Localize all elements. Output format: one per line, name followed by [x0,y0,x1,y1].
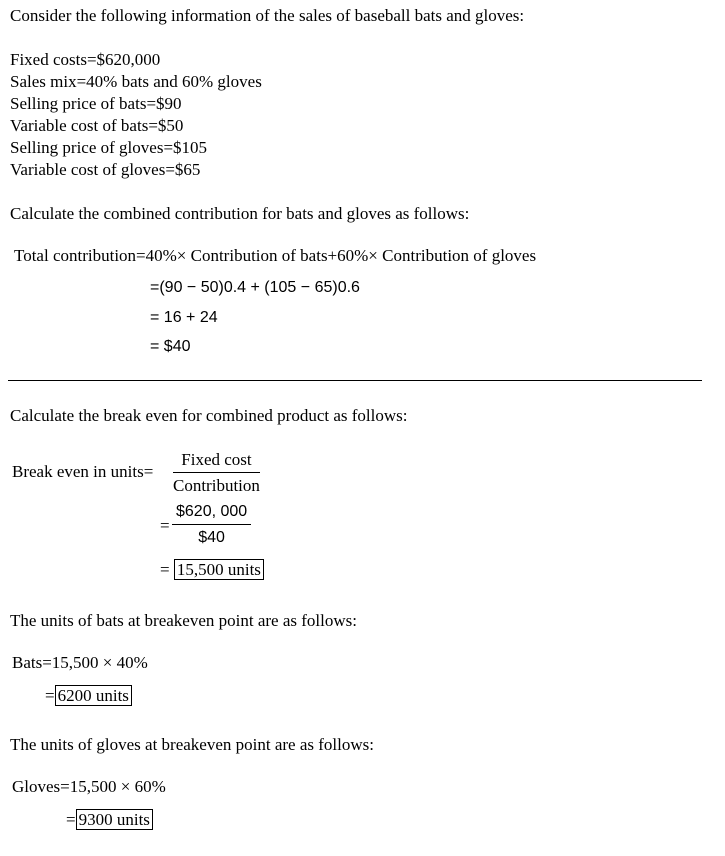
gloves-result-line [66,810,153,830]
gloves-heading: The units of gloves at breakeven point are as follows: [10,735,374,754]
gloves-result-box: 9300 units [76,809,153,830]
intro-text: Consider the following information of the sales of baseball bats and gloves: [10,6,525,25]
given-price-gloves: Selling price of gloves=$105 [10,138,208,157]
given-sales-mix: Sales mix=40% bats and 60% gloves [10,72,262,91]
breakeven-result-equals: = [160,560,170,579]
contribution-result: = $40 [150,338,191,355]
bats-formula: Bats=15,500 × 40% [12,653,148,672]
gloves-result-equals: = [66,810,76,829]
breakeven-result-box: 15,500 units [174,559,264,580]
breakeven-result-line [160,560,264,580]
contribution-substitution: =(90 − 50)0.4 + (105 − 65)0.6 [150,279,360,296]
contribution-heading: Calculate the combined contribution for bats and gloves as follows: [10,204,470,223]
bats-result-line [45,686,132,706]
bats-heading: The units of bats at breakeven point are as follows: [10,611,357,630]
given-price-bats: Selling price of bats=$90 [10,94,182,113]
given-varcost-gloves: Variable cost of gloves=$65 [10,160,201,179]
breakeven-equals: = [160,516,170,535]
breakeven-heading: Calculate the break even for combined product as follows: [10,406,408,425]
contribution-formula: Total contribution=40%× Contribution of bats+60%× Contribution of gloves [14,246,537,265]
fraction-denominator-contribution-value: $40 [198,529,225,546]
breakeven-fraction-formula [173,448,260,499]
given-varcost-bats: Variable cost of bats=$50 [10,116,184,135]
bats-result-box: 6200 units [55,685,132,706]
breakeven-fraction-values [172,500,251,551]
breakeven-label: Break even in units= [12,462,154,481]
section-divider [8,380,702,381]
fraction-denominator-contribution: Contribution [173,476,260,495]
bats-result-equals: = [45,686,55,705]
fraction-numerator-fixed-cost: Fixed cost [173,448,260,473]
given-fixed-costs: Fixed costs=$620,000 [10,50,161,69]
contribution-sum: = 16 + 24 [150,309,218,326]
fraction-numerator-fixed-cost-value: $620, 000 [172,500,251,525]
gloves-formula: Gloves=15,500 × 60% [12,777,166,796]
